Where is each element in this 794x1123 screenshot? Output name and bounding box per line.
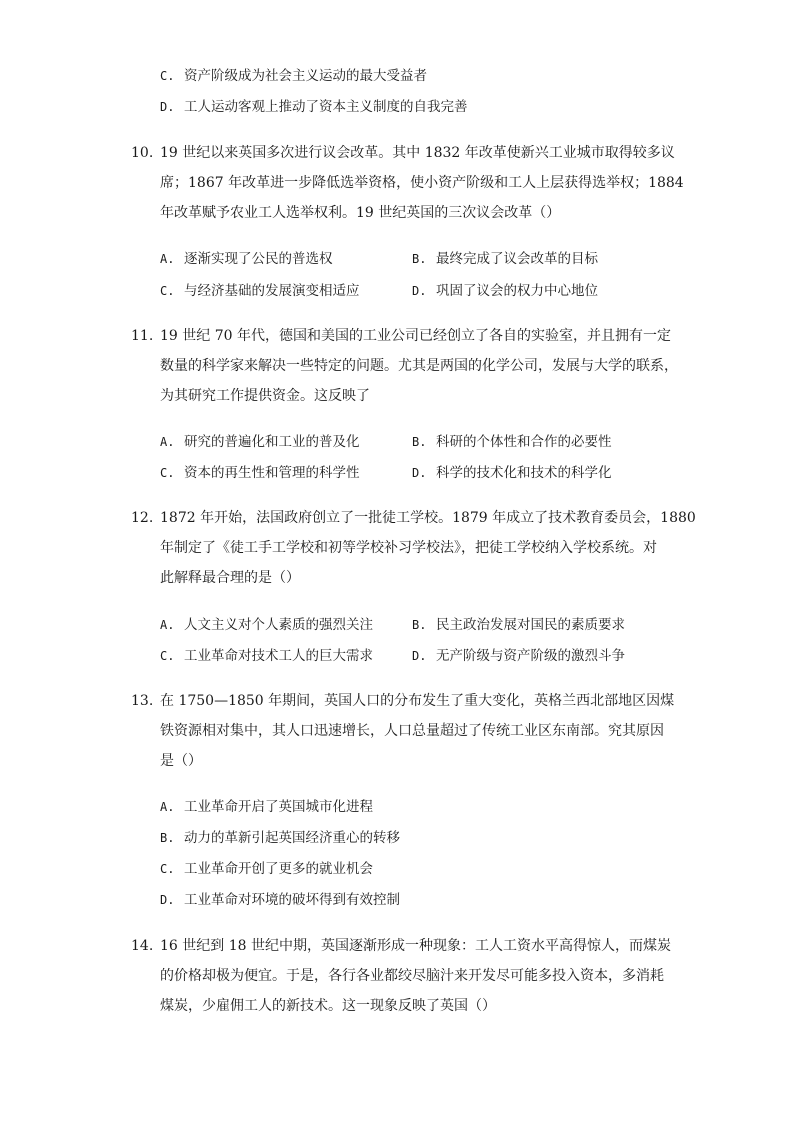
q11-option-a[interactable] (160, 432, 360, 452)
q12-stem-line: 年制定了《徒工手工学校和初等学校补习学校法》，把徒工学校纳入学校系统。对 (160, 540, 657, 556)
option-letter: C. (160, 862, 175, 876)
q13-stem-line: 铁资源相对集中，其人口迅速增长，人口总量超过了传统工业区东南部。究其原因 (160, 723, 664, 739)
option-text: 民主政治发展对国民的素质要求 (436, 617, 625, 633)
q14-stem-line: 的价格却极为便宜。于是，各行各业都绞尽脑汁来开发尽可能多投入资本，多消耗 (160, 968, 664, 984)
q10-option-d[interactable] (412, 281, 598, 301)
q13-stem-line: 是（） (160, 753, 202, 769)
q12-number: 12. (131, 510, 154, 526)
option-text: 工业革命对技术工人的巨大需求 (184, 648, 373, 664)
option-text: 科研的个体性和合作的必要性 (436, 434, 612, 450)
q12-stem-line: 1872 年开始，法国政府创立了一批徒工学校。1879 年成立了技术教育委员会，1880 (160, 510, 696, 526)
q13-option-c[interactable] (160, 859, 373, 879)
option-letter: B. (412, 252, 427, 266)
q14-stem-line: 16 世纪到 18 世纪中期，英国逐渐形成一种现象：工人工资水平高得惊人，而煤炭 (160, 938, 671, 954)
option-text: 资产阶级成为社会主义运动的最大受益者 (184, 68, 427, 84)
option-text: 逐渐实现了公民的普选权 (184, 251, 333, 267)
q10-option-b[interactable] (412, 249, 598, 269)
option-text: 研究的普遍化和工业的普及化 (184, 434, 360, 450)
q9-option-c[interactable] (160, 66, 427, 86)
q9-option-d[interactable] (160, 97, 468, 117)
option-letter: A. (160, 252, 175, 266)
option-letter: B. (160, 831, 175, 845)
q10-stem-line: 席；1867 年改革进一步降低选举资格，使小资产阶级和工人上层获得选举权；1884 (160, 175, 684, 191)
option-text: 资本的再生性和管理的科学性 (184, 465, 360, 481)
option-letter: C. (160, 649, 175, 663)
option-text: 工人运动客观上推动了资本主义制度的自我完善 (184, 99, 468, 115)
q12-option-d[interactable] (412, 646, 625, 666)
q12-option-a[interactable] (160, 615, 373, 635)
option-letter: D. (160, 100, 175, 114)
q10-number: 10. (131, 145, 154, 161)
q11-number: 11. (131, 328, 154, 344)
q11-stem-line: 数量的科学家来解决一些特定的问题。尤其是两国的化学公司，发展与大学的联系， (160, 358, 678, 374)
q10-stem-line: 年改革赋予农业工人选举权利。19 世纪英国的三次议会改革（） (160, 205, 561, 221)
option-letter: C. (160, 284, 175, 298)
q11-stem-line: 19 世纪 70 年代，德国和美国的工业公司已经创立了各自的实验室，并且拥有一定 (160, 328, 671, 344)
option-text: 科学的技术化和技术的科学化 (436, 465, 612, 481)
q10-option-c[interactable] (160, 281, 360, 301)
option-text: 工业革命开创了更多的就业机会 (184, 861, 373, 877)
option-letter: C. (160, 466, 175, 480)
option-text: 动力的革新引起英国经济重心的转移 (184, 830, 400, 846)
q11-option-b[interactable] (412, 432, 612, 452)
option-letter: B. (412, 618, 427, 632)
q12-option-c[interactable] (160, 646, 373, 666)
q11-option-c[interactable] (160, 463, 360, 483)
q13-stem-line: 在 1750—1850 年期间，英国人口的分布发生了重大变化，英格兰西北部地区因煤 (160, 693, 675, 709)
option-text: 巩固了议会的权力中心地位 (436, 283, 598, 299)
q14-number: 14. (131, 938, 154, 954)
q12-stem-line: 此解释最合理的是（） (160, 570, 300, 586)
option-text: 工业革命开启了英国城市化进程 (184, 799, 373, 815)
option-text: 人文主义对个人素质的强烈关注 (184, 617, 373, 633)
q13-number: 13. (131, 693, 154, 709)
option-letter: D. (160, 893, 175, 907)
option-letter: B. (412, 435, 427, 449)
q10-stem-line: 19 世纪以来英国多次进行议会改革。其中 1832 年改革使新兴工业城市取得较多议 (160, 145, 675, 161)
q11-stem-line: 为其研究工作提供资金。这反映了 (160, 388, 370, 404)
q12-option-b[interactable] (412, 615, 625, 635)
option-letter: D. (412, 284, 427, 298)
option-text: 工业革命对环境的破坏得到有效控制 (184, 892, 400, 908)
option-letter: D. (412, 466, 427, 480)
q11-option-d[interactable] (412, 463, 612, 483)
q13-option-b[interactable] (160, 828, 400, 848)
option-letter: C. (160, 69, 175, 83)
option-text: 无产阶级与资产阶级的激烈斗争 (436, 648, 625, 664)
option-text: 与经济基础的发展演变相适应 (184, 283, 360, 299)
q14-stem-line: 煤炭，少雇佣工人的新技术。这一现象反映了英国（） (160, 998, 496, 1014)
option-letter: D. (412, 649, 427, 663)
q13-option-a[interactable] (160, 797, 373, 817)
option-letter: A. (160, 618, 175, 632)
option-text: 最终完成了议会改革的目标 (436, 251, 598, 267)
q10-option-a[interactable] (160, 249, 333, 269)
option-letter: A. (160, 435, 175, 449)
q13-option-d[interactable] (160, 890, 400, 910)
option-letter: A. (160, 800, 175, 814)
